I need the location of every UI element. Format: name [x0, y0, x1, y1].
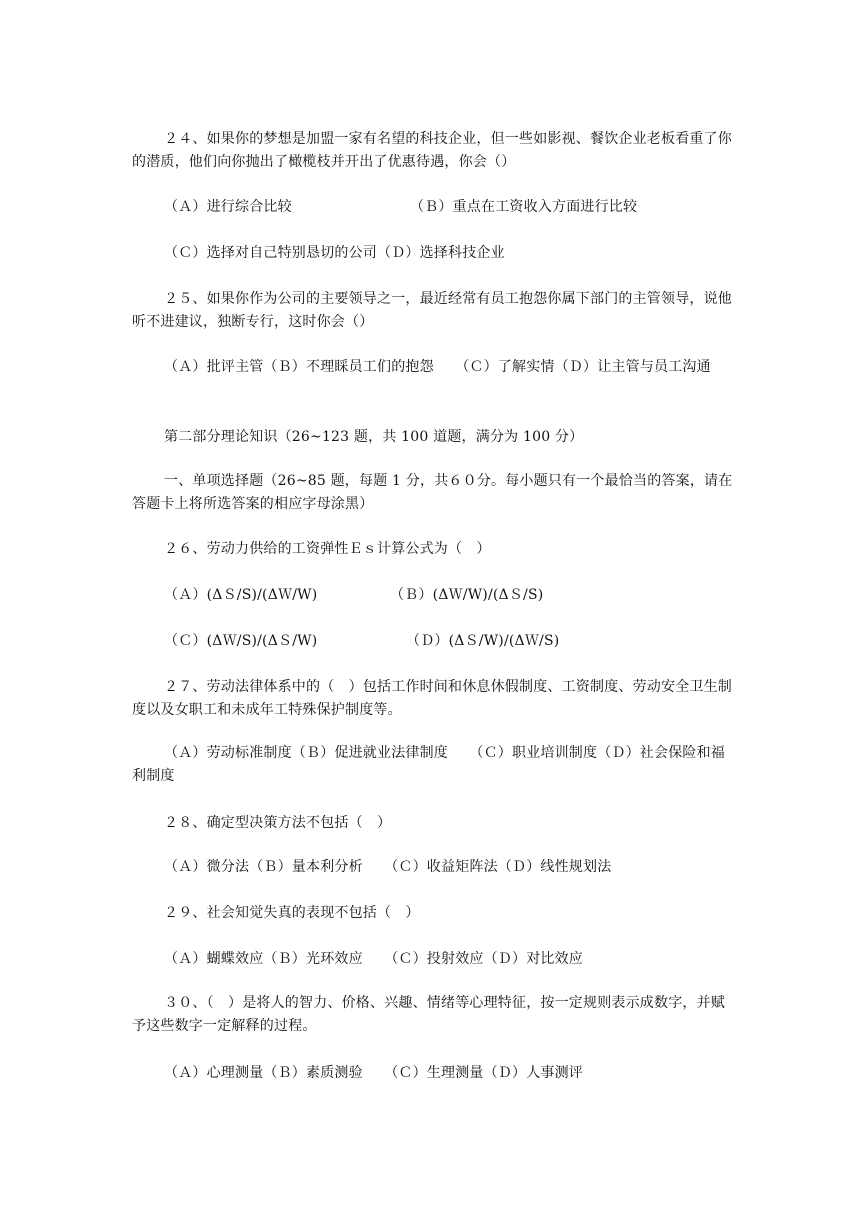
- question-29: ２９、社会知觉失真的表现不包括（ ）: [164, 905, 420, 921]
- q29-options: （Ａ）蝴蝶效应（Ｂ）光环效应 （Ｃ）投射效应（Ｄ）对比效应: [164, 951, 583, 967]
- q26-option-c: （Ｃ）(ΔＷ/S)/(ΔＳ/W): [164, 633, 318, 649]
- question-26: ２６、劳动力供给的工资弹性Ｅｓ计算公式为（ ）: [164, 541, 491, 557]
- q26-option-b: （Ｂ）(ΔＷ/W)/(ΔＳ/S): [390, 587, 544, 603]
- section1-instructions: 一、单项选择题（26~85 题，每题 1 分，共６０分。每小题只有一个最恰当的答案，请在答题卡上将所选答案的相应字母涂黑）: [132, 473, 733, 512]
- question-25: ２５、如果你作为公司的主要领导之一，最近经常有员工抱怨你属下部门的主管领导，说他听不进建议，独断专行，这时你会（）: [132, 291, 732, 330]
- q24-option-a: （Ａ）进行综合比较: [164, 199, 292, 215]
- q27-options: （Ａ）劳动标准制度（Ｂ）促进就业法律制度 （Ｃ）职业培训制度（Ｄ）社会保险和福利制度: [132, 745, 725, 784]
- part2-title: 第二部分理论知识（26~123 题，共 100 道题，满分为 100 分）: [164, 429, 584, 445]
- q26-option-d: （Ｄ）(ΔＳ/W)/(ΔＷ/S): [406, 633, 560, 649]
- q24-options-cd: （Ｃ）选择对自己特别恳切的公司（Ｄ）选择科技企业: [164, 245, 505, 261]
- q24-option-b: （Ｂ）重点在工资收入方面进行比较: [410, 199, 638, 215]
- question-27: ２７、劳动法律体系中的（ ）包括工作时间和休息休假制度、工资制度、劳动安全卫生制度以及女职工和未成年工特殊保护制度等。: [132, 679, 732, 718]
- q28-options: （Ａ）微分法（Ｂ）量本利分析 （Ｃ）收益矩阵法（Ｄ）线性规划法: [164, 859, 612, 875]
- question-30: ３０、（ ）是将人的智力、价格、兴趣、情绪等心理特征，按一定规则表示成数字，并赋予这些数字一定解释的过程。: [132, 995, 725, 1034]
- q26-option-a: （Ａ）(ΔＳ/S)/(ΔＷ/W): [164, 587, 318, 603]
- question-28: ２８、确定型决策方法不包括（ ）: [164, 815, 392, 831]
- question-24: ２４、如果你的梦想是加盟一家有名望的科技企业，但一些如影视、餐饮企业老板看重了你的潜质，他们向你抛出了橄榄枝并开出了优惠待遇，你会（）: [132, 131, 732, 170]
- q25-options: （Ａ）批评主管（Ｂ）不理睬员工们的抱怨 （Ｃ）了解实情（Ｄ）让主管与员工沟通: [164, 359, 711, 375]
- q30-options: （Ａ）心理测量（Ｂ）素质测验 （Ｃ）生理测量（Ｄ）人事测评: [164, 1065, 583, 1081]
